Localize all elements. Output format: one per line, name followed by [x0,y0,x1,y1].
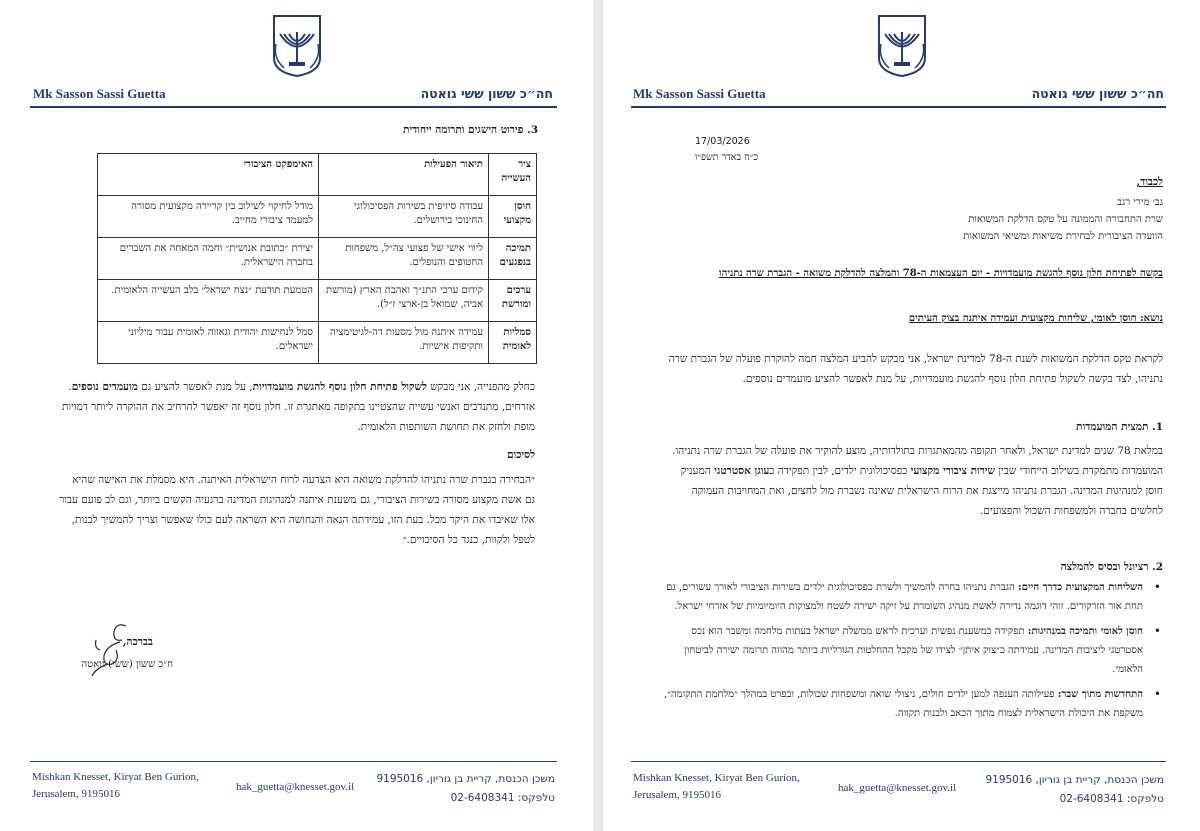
date-gregorian: 17/03/2026 [695,136,750,147]
footer-address-en-1: Mishkan Knesset, Kiryat Ben Gurion, [633,772,800,784]
table-cell: ליווי אישי של פצועי צה״ל, משפחות החטופים והנופלים. [319,238,489,280]
list-item-title: חוסן לאומי ותמיכה במנהיגות: [1027,626,1143,637]
paragraph-bold-text: שירות ציבורי מקצועי [910,465,996,477]
recipient-salutation: לכבוד, [1136,176,1163,188]
table-cell: קידום ערכי התנ״ך ואהבת הארץ (מורשת אביה, שמואל בן-ארצי ז״ל). [319,280,489,322]
footer-address-en-1: Mishkan Knesset, Kiryat Ben Gurion, [32,771,199,783]
header-name-en: Mk Sasson Sassi Guetta [33,86,166,101]
achievements-table [97,153,537,364]
list-item-text: הגברת נתניהו בחרה להמשיך ולשרת כפסיכולוגית ילדים בשירות הציבורי לאורך עשורים, גם תחת אור הזרקורים. זוהי דוגמה נדירה לאשת מנהיג השומרת על זיקה ישירה לשטח ולמצוקות היומיומיות של אזרחי ישראל. [666,582,1143,612]
request-subject: בקשה לפתיחת חלון נוסף להגשת מועמדויות - יום העצמאות ה-78 והמלצה להדלקת משואה - הגברת שרה נתניהו [719,268,1163,279]
table-cell: הטמעת תודעת ״נצח ישראל״ בלב העשייה הלאומית. [98,280,319,322]
handwritten-signature [86,620,134,678]
recipient-name: גב׳ מירי רגב [1117,197,1163,208]
paragraph-bold-text: עוגן אסטרטגי [714,465,770,477]
table-cell: חוסן מקצועי [489,196,537,238]
table-cell: יצירת ״כתובת אנושית״ וחמה המאחה את השברים בחברה הישראלית. [98,238,319,280]
knesset-menorah-emblem-icon [270,14,324,78]
section-3-title: 3. פירוט הישגים ותרומה ייחודית [402,124,538,136]
paragraph-text: . אזרחים, מתנדבים ואנשי עשייה שהצטיינו בתקופה מאתגרת זו. חלון נוסף זה יאפשר להרחיב את ההוקרה ליותר דמויות מופת ולחזק את תחושת השותפות הלאומית. [61,381,535,433]
header-divider [631,106,1166,108]
list-item-text: פעילותה הענפה למען ילדים חולים, ניצולי שואה ומשפחות שכולות, ובפרט במהלך ״מלחמת התקומה״, משקפת את היכולת הישראלית לצמוח מתוך הכאב ולבנות תקווה. [663,689,1143,719]
table-cell: תמיכה בנפגעים [489,238,537,280]
recipient-committee: הוועדה הציבורית לבחירת משיאות ומשיאי המשואות [963,231,1163,242]
paragraph-bold-text: מועמדים נוספים [71,381,138,393]
header-name-he: חה״כ ששון ששי גואטה [1031,86,1164,101]
header-divider [30,106,557,108]
intro-paragraph: לקראת טקס הדלקת המשואות לשנת ה-78 למדינת ישראל, אני מבקש להביע המלצה חמה להוקרת פועלה של הגברת שרה נתניהו, לצד בקשה לשקול פתיחת חלון נוסף להגשת מועמדויות, על מנת לאפשר להציע מועמדים נוספים. [668,353,1163,385]
footer-phone-he: טלפקס: 02-6408341 [1059,793,1164,805]
topic-subject: נושא: חוסן לאומי, שליחות מקצועית ועמידה איתנה בצוק העיתים [908,313,1163,324]
signer-name: ח״כ ששון (ששי) גואטה [81,659,173,670]
footer-divider [631,761,1166,762]
summary-paragraph: ״הבחירה בגברת שרה נתניהו להדלקת משואה היא הצדעה לרוח הישראלית האיתנה. היא מסמלת את האישה שהיא גם אשת מקצוע מסורה בשירות הציבורי, גם משענת איתנה למנהיגות המדינה ברגעיה הקשים ביותר, וגם לב פועם עבור אלו שאיבדו את היקר מכל. בעת הזו, עמידתה הגאה והנחושה היא השראה לעם כולו שאפשר וצריך להמשיך לבנות, לטפל ולקוות, כנגד כל הסיכויים.״ [59,474,535,546]
list-item [663,685,1163,723]
footer-address-en-2: Jerusalem, 9195016 [32,788,120,800]
section-1-paragraph [663,441,1163,521]
footer-email[interactable]: hak_guetta@knesset.gov.il [236,781,355,793]
list-item-title: השליחות המקצועית כדרך חיים: [1018,582,1143,593]
paragraph-text: המעניק חוסן למנהיגות המדינה. הגברת נתניהו מייצגת את הרוח הישראלית שאינה נשברת מול לחצים, ואת המחויבות העמוקה לחלשים בחברה ולמשפחות השכול והפצועים. [680,465,1163,517]
footer-address-en-2: Jerusalem, 9195016 [633,789,721,801]
list-item [663,622,1163,679]
table-cell: עבודה סיזיפית בשירות הפסיכולוגי החינוכי בירושלים. [319,196,489,238]
table-header-impact: האימפקט הציבורי [98,154,319,196]
document-page-1 [603,0,1200,831]
rationale-list [663,578,1163,729]
date-hebrew: כ״ח באדר תשפ״ו [695,152,758,163]
table-row [98,196,537,238]
table-cell: מודל לחיקוי לשילוב בין קריירה מקצועית מסורה למעמד ציבורי מחייב. [98,196,319,238]
list-item-text: תפקידה כמשענת נפשית וערכית לראש ממשלת ישראל בעתות מלחמה ומשבר הוא נכס אסטרטגי ליציבות המדינה. עמידתה כ״צוק איתן״ לצידו של מקבל ההחלטות הגורליות ביותר מהווה תרומה ישירה לביטחון הלאומי. [684,626,1143,675]
footer-address-he: משכן הכנסת, קריית בן גוריון, 9195016 [985,774,1164,786]
recipient-title: שרת התחבורה והממונה על טקס הדלקת המשואות [968,214,1163,225]
footer-email[interactable]: hak_guetta@knesset.gov.il [838,782,957,794]
table-row [98,322,537,364]
document-page-2 [0,0,593,831]
summary-title: לסיכום [506,449,535,461]
list-item-title: התחדשות מתוך שבר: [1057,689,1143,700]
knesset-menorah-emblem-icon [875,14,929,78]
paragraph-text: במלאת 78 שנים למדינת ישראל, ולאחר תקופה מהמאתגרות בתולדותיה, מוצע להוקיר את פועלה של הגברת שרה נתניהו. המועמדות מתמקדת בשילוב הייחודי שבין [672,445,1163,477]
recipient-block [743,194,1163,245]
list-item [663,578,1163,616]
table-row [98,238,537,280]
footer-phone-he: טלפקס: 02-6408341 [450,792,555,804]
table-cell: ערכים ומורשת [489,280,537,322]
footer-address-he: משכן הכנסת, קריית בן גוריון, 9195016 [376,773,555,785]
table-cell: סמל לנחישות יהודית וגאווה לאומית עבור מיליוני ישראלים. [98,322,319,364]
paragraph-bold-text: לשקול פתיחת חלון נוסף להגשת מועמדויות [252,381,427,393]
table-cell: עמידה איתנה מול מסעות דה-לגיטימציה ותקיפות אישיות. [319,322,489,364]
section-1-title: 1. תמצית המועמדות [1076,421,1163,433]
header-name-en: Mk Sasson Sassi Guetta [633,86,766,101]
footer-divider [30,761,557,762]
table-header-row [98,154,537,196]
paragraph-text: כפסיכולוגית ילדים, לבין תפקידה כ [769,465,911,477]
table-cell: סמליות לאומית [489,322,537,364]
header-name-he: חה״כ ששון ששי גואטה [420,86,553,101]
section-2-title: 2. רציונל ובסיס להמלצה [1060,561,1163,573]
paragraph-text: , על מנת לאפשר להציע גם [137,381,253,393]
table-header-axis: ציר העשייה [489,154,537,196]
table-header-activity: תיאור הפעילות [319,154,489,196]
paragraph-text: כחלק מהפנייה, אני מבקש [426,381,535,393]
closing-regards: בברכה, [122,636,153,648]
additional-window-paragraph [59,377,535,437]
table-row [98,280,537,322]
